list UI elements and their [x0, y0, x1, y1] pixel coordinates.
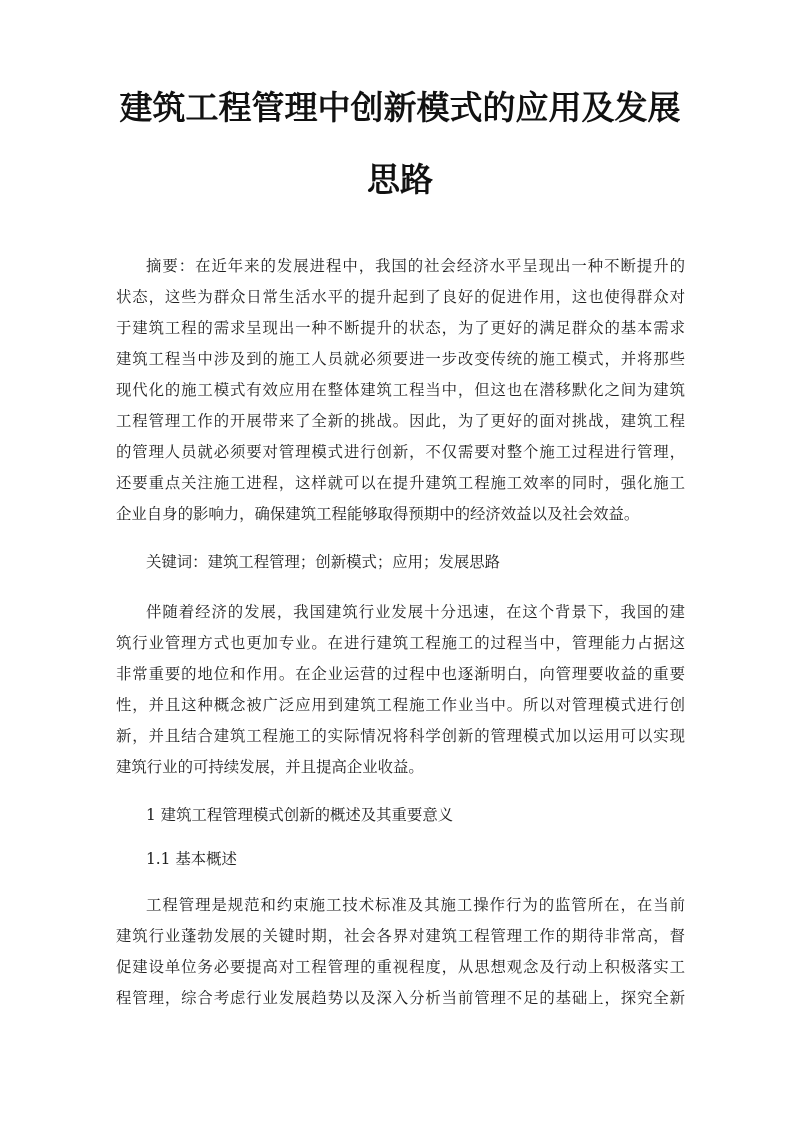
abstract-line: 还要重点关注施工进程，这样就可以在提升建筑工程施工效率的同时，强化施工	[116, 474, 685, 492]
document-title-line-1: 建筑工程管理中创新模式的应用及发展	[119, 88, 681, 127]
intro-paragraph	[116, 597, 685, 783]
intro-line: 建筑行业的可持续发展，并且提高企业收益。	[116, 758, 424, 776]
intro-line: 筑行业管理方式也更加专业。在进行建筑工程施工的过程当中，管理能力占据这	[116, 634, 685, 652]
intro-line: 伴随着经济的发展，我国建筑行业发展十分迅速，在这个背景下，我国的建	[146, 603, 685, 621]
abstract-line: 现代化的施工模式有效应用在整体建筑工程当中，但这也在潜移默化之间为建筑	[116, 381, 685, 399]
document-title-line-2: 思路	[367, 160, 433, 199]
abstract-paragraph	[116, 251, 685, 530]
keywords: 关键词：建筑工程管理；创新模式；应用；发展思路	[146, 553, 500, 571]
intro-line: 非常重要的地位和作用。在企业运营的过程中也逐渐明白，向管理要收益的重要	[116, 665, 685, 683]
section-1-1-paragraph	[116, 890, 685, 1014]
intro-line: 性，并且这种概念被广泛应用到建筑工程施工作业当中。所以对管理模式进行创	[116, 696, 685, 714]
abstract-line: 建筑工程当中涉及到的施工人员就必须要进一步改变传统的施工模式，并将那些	[116, 350, 685, 368]
section-line: 建筑行业蓬勃发展的关键时期，社会各界对建筑工程管理工作的期待非常高，督	[116, 927, 685, 945]
abstract-line: 于建筑工程的需求呈现出一种不断提升的状态，为了更好的满足群众的基本需求	[116, 319, 685, 337]
abstract-line: 状态，这些为群众日常生活水平的提升起到了良好的促进作用，这也使得群众对	[116, 288, 685, 306]
section-line: 程管理，综合考虑行业发展趋势以及深入分析当前管理不足的基础上，探究全新	[116, 989, 685, 1007]
section-1-1-heading: 1.1 基本概述	[146, 850, 237, 868]
abstract-line: 的管理人员就必须要对管理模式进行创新，不仅需要对整个施工过程进行管理，	[116, 443, 685, 461]
section-1-heading: 1 建筑工程管理模式创新的概述及其重要意义	[146, 806, 454, 824]
abstract-line: 企业自身的影响力，确保建筑工程能够取得预期中的经济效益以及社会效益。	[116, 505, 640, 523]
section-line: 工程管理是规范和约束施工技术标准及其施工操作行为的监管所在，在当前	[146, 896, 685, 914]
abstract-line: 摘要：在近年来的发展进程中，我国的社会经济水平呈现出一种不断提升的	[146, 257, 685, 275]
section-line: 促建设单位务必要提高对工程管理的重视程度，从思想观念及行动上积极落实工	[116, 958, 685, 976]
intro-line: 新，并且结合建筑工程施工的实际情况将科学创新的管理模式加以运用可以实现	[116, 727, 685, 745]
abstract-line: 工程管理工作的开展带来了全新的挑战。因此，为了更好的面对挑战，建筑工程	[116, 412, 685, 430]
